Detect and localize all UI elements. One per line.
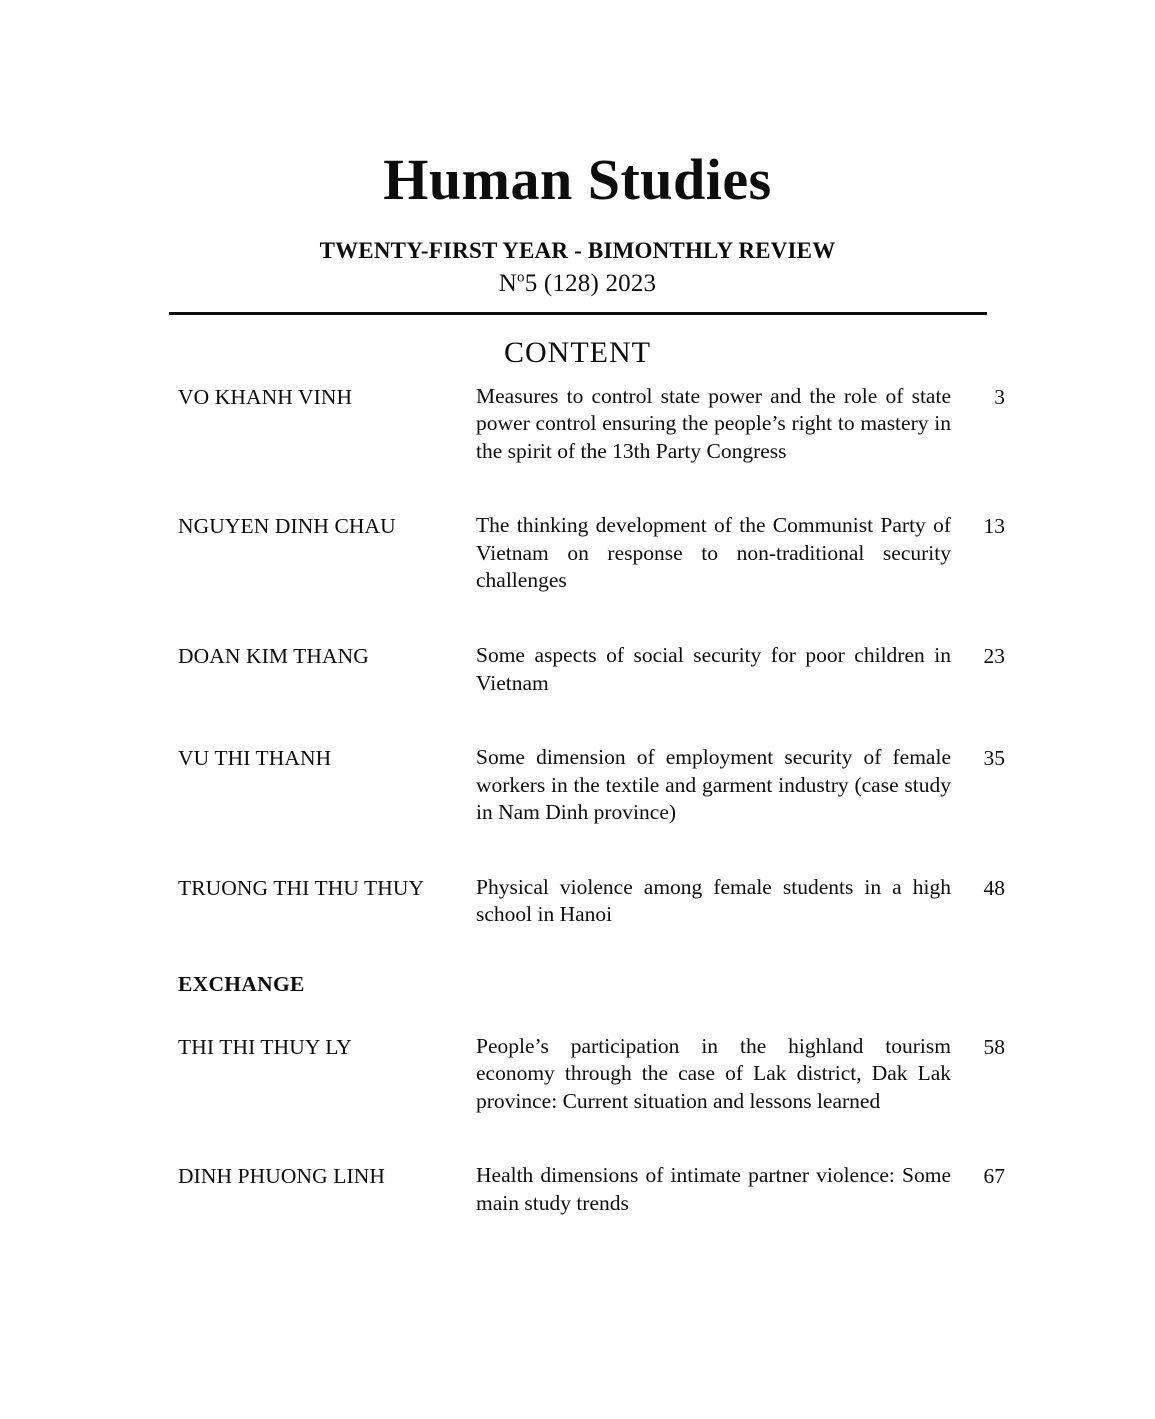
entry-title: People’s participation in the highland tourism economy through the case of Lak district, Dak Lak province: Current situation and lessons learned bbox=[476, 1033, 951, 1113]
header-divider bbox=[169, 312, 987, 315]
entry-page-number: 3 bbox=[994, 384, 1005, 409]
issue-rest: 5 (128) 2023 bbox=[524, 269, 657, 297]
entry-author: VU THI THANH bbox=[178, 746, 332, 771]
entry-page-number: 67 bbox=[983, 1164, 1005, 1189]
entry-page-number: 48 bbox=[983, 875, 1005, 900]
list-item[interactable] bbox=[178, 874, 1005, 929]
issue-number bbox=[0, 270, 1155, 298]
entry-title: Physical violence among female students in a high school in Hanoi bbox=[476, 874, 951, 927]
entry-title: Some dimension of employment security of female workers in the textile and garment industry (case study in Nam Dinh province) bbox=[476, 745, 951, 825]
journal-title: Human Studies bbox=[383, 147, 772, 212]
table-of-contents bbox=[0, 383, 1155, 1217]
list-item[interactable] bbox=[178, 1162, 1005, 1217]
list-item[interactable] bbox=[178, 512, 1005, 595]
entry-author: NGUYEN DINH CHAU bbox=[178, 514, 396, 539]
entry-author: DINH PHUONG LINH bbox=[178, 1164, 386, 1189]
entry-page-number: 13 bbox=[983, 514, 1005, 539]
entry-title: Health dimensions of intimate partner violence: Some main study trends bbox=[476, 1163, 951, 1215]
issue-prefix: N bbox=[498, 269, 517, 297]
masthead bbox=[0, 0, 1155, 315]
content-heading: CONTENT bbox=[504, 335, 651, 369]
entry-author: THI THI THUY LY bbox=[178, 1034, 352, 1059]
entry-page-number: 23 bbox=[983, 643, 1005, 668]
section-heading-exchange: EXCHANGE bbox=[178, 971, 305, 996]
issue-ordinal-mark: o bbox=[517, 269, 525, 286]
list-item[interactable] bbox=[178, 744, 1005, 827]
list-item[interactable] bbox=[178, 1033, 1005, 1116]
entry-page-number: 58 bbox=[983, 1034, 1005, 1059]
entry-title: Some aspects of social security for poor children in Vietnam bbox=[476, 642, 951, 695]
entry-author: TRUONG THI THU THUY bbox=[178, 875, 425, 900]
entry-title: The thinking development of the Communist Party of Vietnam on response to non-traditional security challenges bbox=[476, 513, 951, 593]
list-item[interactable] bbox=[178, 642, 1005, 697]
journal-subtitle: TWENTY-FIRST YEAR - BIMONTHLY REVIEW bbox=[319, 237, 836, 263]
entry-page-number: 35 bbox=[983, 746, 1005, 771]
list-item[interactable] bbox=[178, 383, 1005, 466]
entry-author: DOAN KIM THANG bbox=[178, 643, 369, 668]
entry-author: VO KHANH VINH bbox=[178, 384, 353, 409]
entry-title: Measures to control state power and the role of state power control ensuring the people’s right to mastery in the spirit of the 13th Party Congress bbox=[476, 383, 951, 463]
